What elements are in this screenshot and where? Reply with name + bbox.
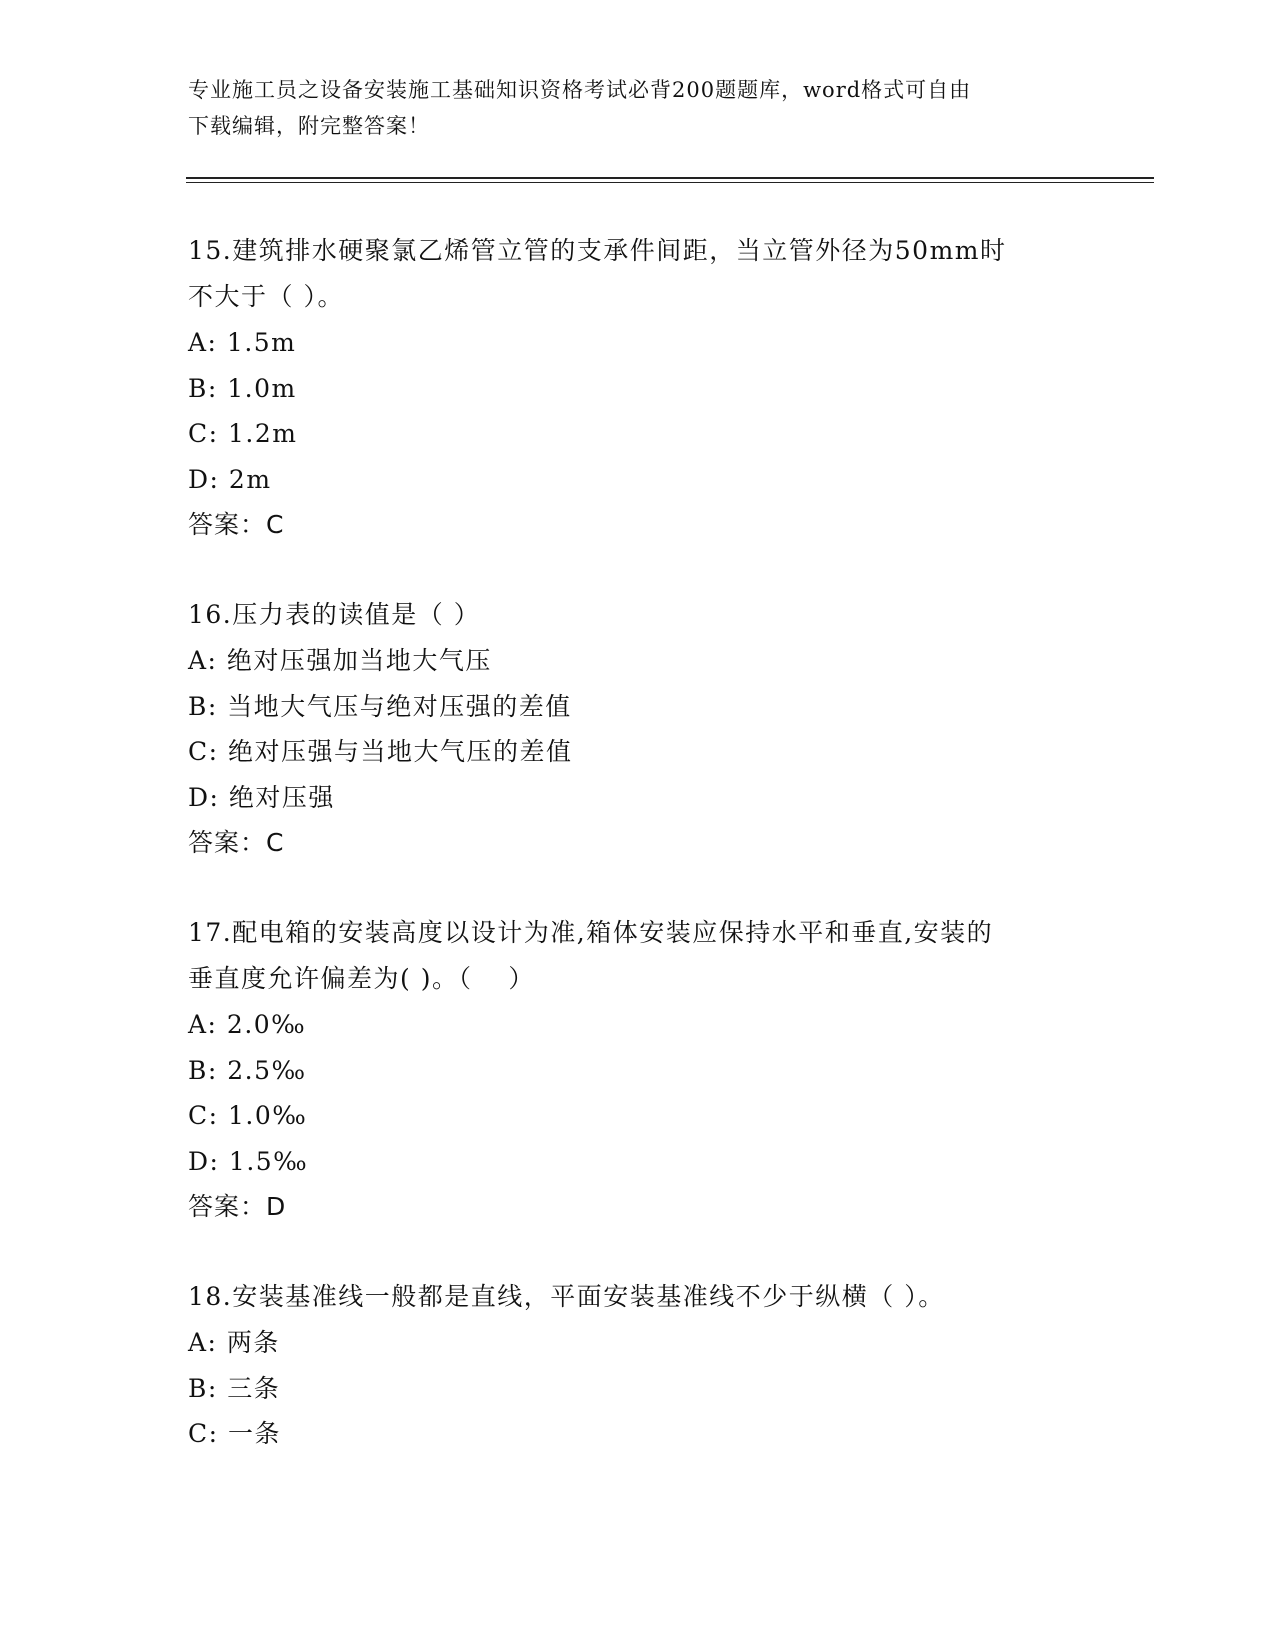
question-text: 16.压力表的读值是（ ） xyxy=(188,600,481,629)
question-text-continued: 不大于（ ）。 xyxy=(188,282,344,311)
option-d: D: 绝对压强 xyxy=(188,782,335,812)
question-text: 17.配电箱的安装高度以设计为准,箱体安装应保持水平和垂直,安装的 xyxy=(188,918,994,947)
answer-value: C xyxy=(266,828,285,857)
answer-value: D xyxy=(266,1192,287,1221)
answer-label: 答案： xyxy=(188,510,267,539)
question-text: 15.建筑排水硬聚氯乙烯管立管的支承件间距，当立管外径为50mm时 xyxy=(188,236,1007,265)
option-a: A: 两条 xyxy=(188,1328,280,1357)
answer-line xyxy=(188,1184,1088,1230)
option-a: A: 绝对压强加当地大气压 xyxy=(188,646,492,675)
question-18 xyxy=(188,1274,1088,1457)
option-b: B: 当地大气压与绝对压强的差值 xyxy=(188,691,572,721)
header-divider xyxy=(186,177,1154,183)
option-b: B: 2.5‰ xyxy=(188,1055,307,1085)
header-line-1: 专业施工员之设备安装施工基础知识资格考试必背200题题库，word格式可自由 xyxy=(188,78,972,102)
answer-value: C xyxy=(266,510,285,539)
header-line-2: 下载编辑，附完整答案！ xyxy=(188,114,430,138)
option-c: C: 绝对压强与当地大气压的差值 xyxy=(188,737,573,766)
question-16 xyxy=(188,592,1088,866)
option-c: C: 1.2m xyxy=(188,419,298,448)
option-c: C: 一条 xyxy=(188,1419,281,1448)
option-d: D: 2m xyxy=(188,464,272,494)
option-a: A: 1.5m xyxy=(188,328,297,357)
answer-line xyxy=(188,502,1088,548)
answer-label: 答案： xyxy=(188,1192,267,1221)
option-c: C: 1.0‰ xyxy=(188,1101,308,1130)
option-b: B: 1.0m xyxy=(188,373,297,403)
answer-label: 答案： xyxy=(188,828,267,857)
option-b: B: 三条 xyxy=(188,1373,281,1403)
question-text: 18.安装基准线一般都是直线，平面安装基准线不少于纵横（ ）。 xyxy=(188,1282,945,1311)
answer-line xyxy=(188,820,1088,866)
question-17 xyxy=(188,910,1088,1230)
document-header xyxy=(188,72,1088,144)
question-15 xyxy=(188,228,1088,548)
question-text-continued: 垂直度允许偏差为( )。（ ） xyxy=(188,964,535,993)
option-d: D: 1.5‰ xyxy=(188,1146,309,1176)
question-list xyxy=(188,228,1088,1501)
option-a: A: 2.0‰ xyxy=(188,1010,307,1039)
